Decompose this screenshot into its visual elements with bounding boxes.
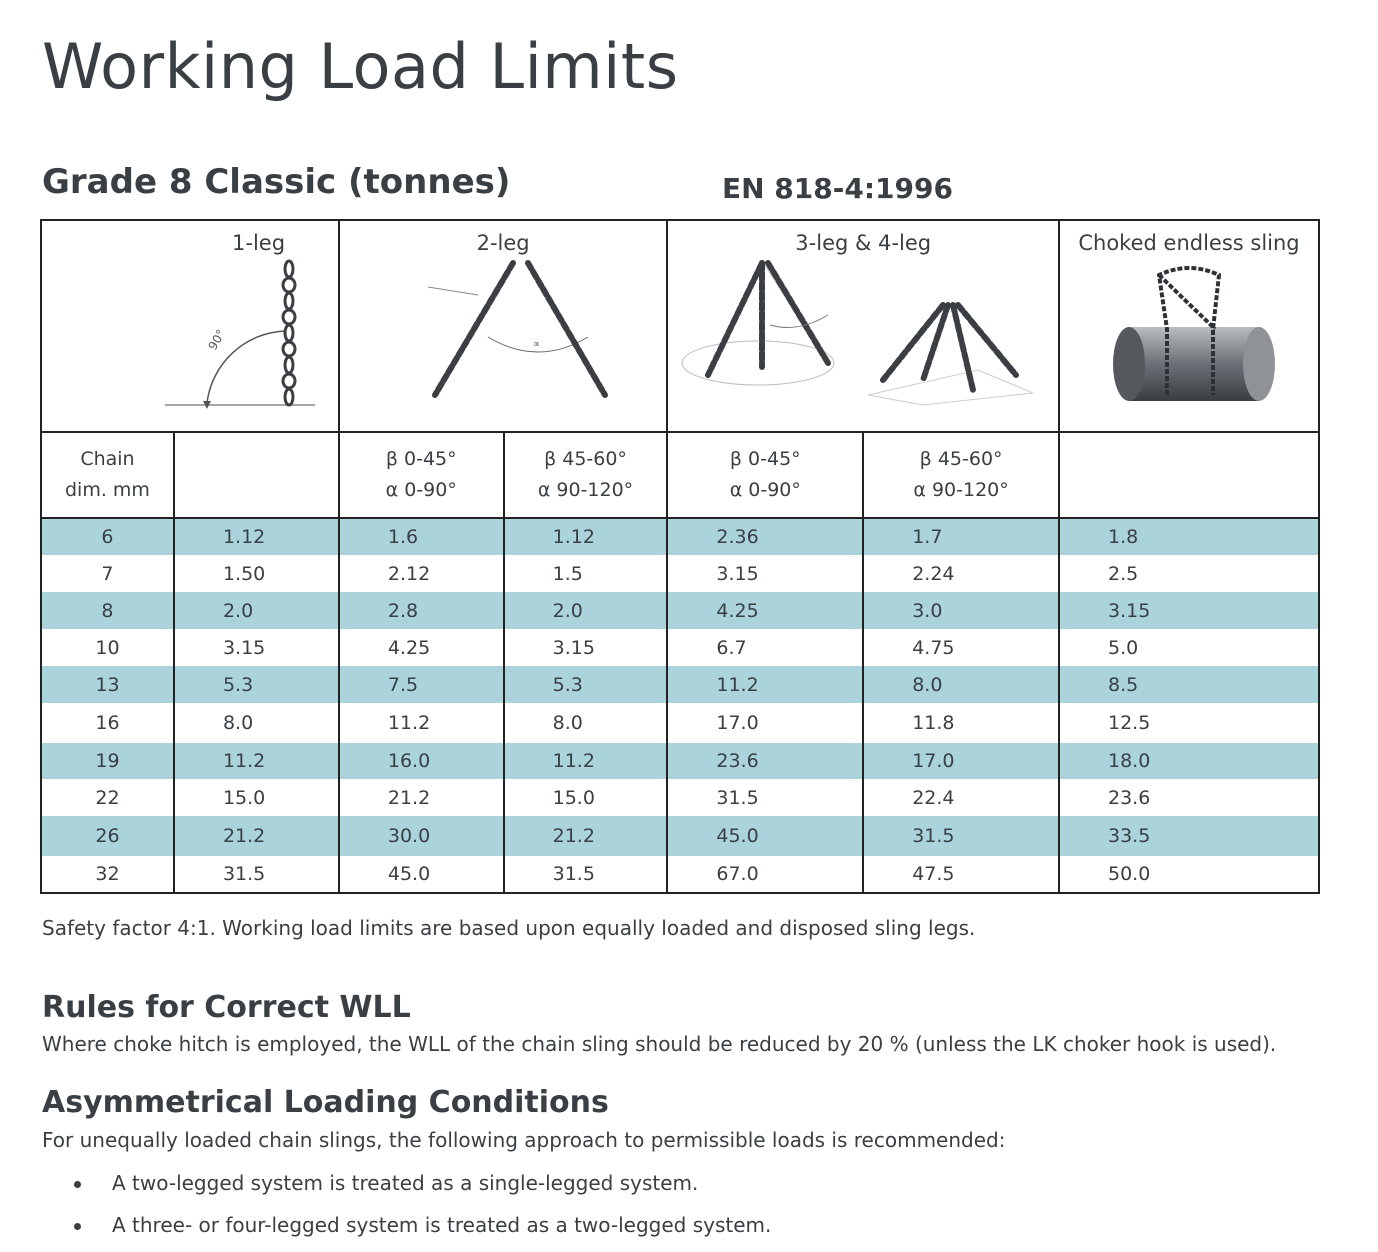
chain-dim-cell: 19: [41, 743, 174, 779]
wll-value-cell: 1.6: [339, 518, 504, 555]
wll-value-cell: 21.2: [339, 779, 504, 816]
asymmetrical-heading: Asymmetrical Loading Conditions: [42, 1085, 609, 1120]
subheader-2leg-b: β 45-60° α 90-120°: [504, 432, 668, 518]
wll-value-cell: 31.5: [504, 856, 668, 893]
table-row: [41, 518, 1319, 555]
table-subtitle: Grade 8 Classic (tonnes): [42, 162, 511, 202]
asymmetrical-bullets: [42, 1168, 771, 1252]
wll-value-cell: 23.6: [667, 743, 863, 779]
wll-value-cell: 45.0: [339, 856, 504, 893]
wll-value-cell: 3.15: [504, 629, 668, 666]
wll-value-cell: 67.0: [667, 856, 863, 893]
subheader-blank-1: [174, 432, 339, 518]
wll-value-cell: 8.0: [863, 666, 1059, 703]
wll-value-cell: 2.8: [339, 592, 504, 629]
chain-dim-cell: 26: [41, 816, 174, 856]
wll-value-cell: 31.5: [174, 856, 339, 893]
table-row: [41, 779, 1319, 816]
category-label-choked-sling: Choked endless sling: [1078, 231, 1300, 255]
chain-dim-cell: 32: [41, 856, 174, 893]
wll-value-cell: 5.3: [504, 666, 668, 703]
wll-value-cell: 31.5: [863, 816, 1059, 856]
rules-text: Where choke hitch is employed, the WLL of the chain sling should be reduced by 20 % (unless the LK choker hook is used).: [42, 1032, 1277, 1056]
wll-value-cell: 1.12: [504, 518, 668, 555]
subheader-3leg-a: β 0-45° α 0-90°: [667, 432, 863, 518]
wll-value-cell: 3.0: [863, 592, 1059, 629]
wll-value-cell: 31.5: [667, 779, 863, 816]
wll-value-cell: 1.7: [863, 518, 1059, 555]
svg-text:∝: ∝: [533, 339, 541, 350]
page-title: Working Load Limits: [42, 30, 679, 103]
wll-value-cell: 5.3: [174, 666, 339, 703]
table-row: [41, 666, 1319, 703]
chain-dim-cell: 16: [41, 703, 174, 743]
bullet-item: A three- or four-legged system is treated as a two-legged system.: [42, 1210, 771, 1252]
wll-value-cell: 17.0: [667, 703, 863, 743]
wll-value-cell: 4.75: [863, 629, 1059, 666]
wll-value-cell: 22.4: [863, 779, 1059, 816]
wll-value-cell: 5.0: [1059, 629, 1319, 666]
three-four-leg-chain-icon: [678, 255, 1048, 410]
wll-value-cell: 1.8: [1059, 518, 1319, 555]
wll-value-cell: 45.0: [667, 816, 863, 856]
table-row: [41, 629, 1319, 666]
chain-dim-cell: 6: [41, 518, 174, 555]
wll-value-cell: 47.5: [863, 856, 1059, 893]
wll-value-cell: 17.0: [863, 743, 1059, 779]
wll-value-cell: 7.5: [339, 666, 504, 703]
wll-value-cell: 23.6: [1059, 779, 1319, 816]
wll-value-cell: 4.25: [339, 629, 504, 666]
wll-value-cell: 33.5: [1059, 816, 1319, 856]
wll-value-cell: 3.15: [174, 629, 339, 666]
wll-value-cell: 2.5: [1059, 555, 1319, 592]
chain-dim-cell: 22: [41, 779, 174, 816]
one-leg-chain-icon: [45, 255, 335, 420]
wll-value-cell: 2.36: [667, 518, 863, 555]
subheader-blank-2: [1059, 432, 1319, 518]
wll-value-cell: 11.2: [667, 666, 863, 703]
safety-note: Safety factor 4:1. Working load limits are based upon equally loaded and disposed sling legs.: [42, 916, 976, 940]
wll-value-cell: 15.0: [174, 779, 339, 816]
wll-value-cell: 2.0: [174, 592, 339, 629]
wll-value-cell: 1.50: [174, 555, 339, 592]
wll-value-cell: 4.25: [667, 592, 863, 629]
wll-value-cell: 21.2: [504, 816, 668, 856]
chain-dim-cell: 7: [41, 555, 174, 592]
wll-value-cell: 2.24: [863, 555, 1059, 592]
wll-value-cell: 2.12: [339, 555, 504, 592]
angle-90-label: 90°: [205, 327, 229, 353]
wll-value-cell: 30.0: [339, 816, 504, 856]
table-row: [41, 743, 1319, 779]
wll-value-cell: 11.2: [504, 743, 668, 779]
wll-value-cell: 50.0: [1059, 856, 1319, 893]
header-3-4-leg: [667, 220, 1059, 432]
rules-heading: Rules for Correct WLL: [42, 990, 411, 1025]
wll-value-cell: 11.2: [174, 743, 339, 779]
subheader-2leg-a: β 0-45° α 0-90°: [339, 432, 504, 518]
category-label-3-4-leg: 3-leg & 4-leg: [795, 231, 932, 255]
wll-value-cell: 18.0: [1059, 743, 1319, 779]
category-label-2-leg: 2-leg: [476, 231, 530, 255]
wll-value-cell: 11.8: [863, 703, 1059, 743]
wll-value-cell: 8.0: [504, 703, 668, 743]
subheader-3leg-b: β 45-60° α 90-120°: [863, 432, 1059, 518]
subheader-chain-dim: Chain dim. mm: [41, 432, 174, 518]
table-row: [41, 592, 1319, 629]
wll-value-cell: 16.0: [339, 743, 504, 779]
wll-table-body: [41, 518, 1319, 893]
table-row: [41, 555, 1319, 592]
choked-sling-icon: [1089, 255, 1289, 410]
header-2-leg: [339, 220, 668, 432]
wll-value-cell: 8.0: [174, 703, 339, 743]
category-label-1-leg: 1-leg: [232, 231, 286, 255]
header-1-leg: [41, 220, 339, 432]
table-row: [41, 703, 1319, 743]
wll-value-cell: 1.5: [504, 555, 668, 592]
wll-value-cell: 3.15: [667, 555, 863, 592]
wll-table: [40, 219, 1320, 894]
table-row: [41, 856, 1319, 893]
header-choked-endless-sling: [1059, 220, 1319, 432]
chain-dim-cell: 10: [41, 629, 174, 666]
wll-value-cell: 2.0: [504, 592, 668, 629]
table-row: [41, 816, 1319, 856]
chain-dim-cell: 13: [41, 666, 174, 703]
wll-value-cell: 3.15: [1059, 592, 1319, 629]
wll-value-cell: 6.7: [667, 629, 863, 666]
wll-value-cell: 1.12: [174, 518, 339, 555]
bullet-item: A two-legged system is treated as a single-legged system.: [42, 1168, 771, 1210]
asymmetrical-text: For unequally loaded chain slings, the following approach to permissible loads is recommended:: [42, 1128, 1006, 1152]
wll-value-cell: 12.5: [1059, 703, 1319, 743]
standard-label: EN 818-4:1996: [722, 172, 953, 205]
wll-value-cell: 15.0: [504, 779, 668, 816]
wll-value-cell: 8.5: [1059, 666, 1319, 703]
wll-value-cell: 11.2: [339, 703, 504, 743]
two-leg-chain-icon: [353, 255, 653, 405]
chain-dim-cell: 8: [41, 592, 174, 629]
wll-value-cell: 21.2: [174, 816, 339, 856]
